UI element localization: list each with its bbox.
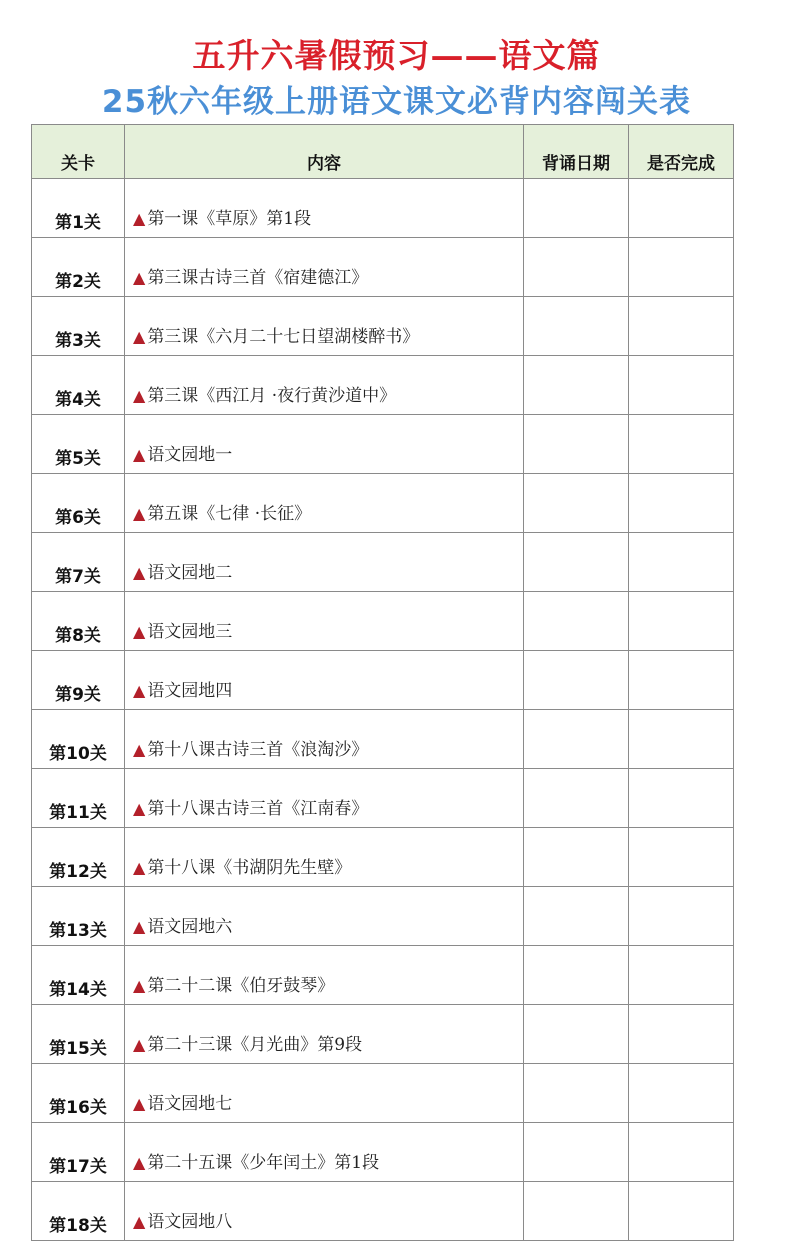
page-title: 五升六暑假预习——语文篇 [192,36,601,75]
content-text: 第一课《草原》第1段 [147,209,312,229]
completed-cell[interactable] [629,474,734,533]
recite-date-cell[interactable] [524,592,629,651]
triangle-icon: ▲ [133,917,146,936]
recite-date-cell[interactable] [524,1005,629,1064]
content-text: 语文园地二 [147,563,233,583]
recite-date-cell[interactable] [524,179,629,238]
triangle-icon: ▲ [133,858,146,877]
content-cell [125,1064,524,1123]
content-text: 第三课古诗三首《宿建德江》 [147,268,369,288]
table-row [32,474,734,533]
triangle-icon: ▲ [133,622,146,641]
triangle-icon: ▲ [133,976,146,995]
level-cell: 第5关 [32,415,125,474]
level-cell: 第9关 [32,651,125,710]
triangle-icon: ▲ [133,740,146,759]
content-cell [125,474,524,533]
header-level: 关卡 [32,125,125,179]
recite-date-cell[interactable] [524,946,629,1005]
triangle-icon: ▲ [133,209,146,228]
completed-cell[interactable] [629,356,734,415]
level-cell: 第3关 [32,297,125,356]
triangle-icon: ▲ [133,681,146,700]
triangle-icon: ▲ [133,504,146,523]
triangle-icon: ▲ [133,1153,146,1172]
recite-date-cell[interactable] [524,1123,629,1182]
content-cell [125,297,524,356]
completed-cell[interactable] [629,769,734,828]
table-row [32,297,734,356]
table-row [32,651,734,710]
content-cell [125,356,524,415]
content-cell [125,533,524,592]
level-cell: 第17关 [32,1123,125,1182]
table-row [32,769,734,828]
content-cell [125,651,524,710]
table-row [32,828,734,887]
content-cell [125,769,524,828]
content-text: 第二十五课《少年闰土》第1段 [147,1153,380,1173]
completed-cell[interactable] [629,887,734,946]
content-text: 第二十三课《月光曲》第9段 [147,1035,363,1055]
content-text: 语文园地六 [147,917,233,937]
recite-date-cell[interactable] [524,297,629,356]
content-cell [125,1005,524,1064]
recite-date-cell[interactable] [524,651,629,710]
content-text: 第三课《六月二十七日望湖楼醉书》 [147,327,420,347]
recite-date-cell[interactable] [524,238,629,297]
content-cell [125,592,524,651]
level-cell: 第1关 [32,179,125,238]
level-cell: 第13关 [32,887,125,946]
completed-cell[interactable] [629,297,734,356]
table-row [32,533,734,592]
checklist-table [31,124,734,1241]
content-text: 第十八课古诗三首《江南春》 [147,799,369,819]
content-text: 第十八课《书湖阴先生壁》 [147,858,352,878]
table-row [32,238,734,297]
header-completed: 是否完成 [629,125,734,179]
table-row [32,1123,734,1182]
table-row [32,415,734,474]
level-cell: 第4关 [32,356,125,415]
completed-cell[interactable] [629,1123,734,1182]
content-text: 第三课《西江月 ·夜行黄沙道中》 [147,386,397,406]
triangle-icon: ▲ [133,1212,146,1231]
level-cell: 第2关 [32,238,125,297]
table-row [32,710,734,769]
completed-cell[interactable] [629,710,734,769]
recite-date-cell[interactable] [524,828,629,887]
content-cell [125,1123,524,1182]
completed-cell[interactable] [629,415,734,474]
triangle-icon: ▲ [133,1094,146,1113]
level-cell: 第15关 [32,1005,125,1064]
triangle-icon: ▲ [133,1035,146,1054]
content-text: 语文园地四 [147,681,233,701]
triangle-icon: ▲ [133,445,146,464]
completed-cell[interactable] [629,238,734,297]
level-cell: 第12关 [32,828,125,887]
page-subtitle: 25秋六年级上册语文课文必背内容闯关表 [101,84,692,120]
content-text: 第十八课古诗三首《浪淘沙》 [147,740,369,760]
table-row [32,887,734,946]
triangle-icon: ▲ [133,386,146,405]
content-cell [125,887,524,946]
completed-cell[interactable] [629,651,734,710]
content-text: 第五课《七律 ·长征》 [147,504,312,524]
level-cell: 第14关 [32,946,125,1005]
content-cell [125,946,524,1005]
level-cell: 第18关 [32,1182,125,1241]
completed-cell[interactable] [629,1005,734,1064]
content-cell [125,1182,524,1241]
completed-cell[interactable] [629,1064,734,1123]
table-row [32,1182,734,1241]
completed-cell[interactable] [629,592,734,651]
content-cell [125,828,524,887]
content-text: 第二十二课《伯牙鼓琴》 [147,976,335,996]
triangle-icon: ▲ [133,799,146,818]
recite-date-cell[interactable] [524,710,629,769]
table-row [32,356,734,415]
table-row [32,592,734,651]
completed-cell[interactable] [629,828,734,887]
table-row [32,1064,734,1123]
table-header-row [32,125,734,179]
header-content: 内容 [125,125,524,179]
recite-date-cell[interactable] [524,356,629,415]
level-cell: 第11关 [32,769,125,828]
table-row [32,1005,734,1064]
content-cell [125,415,524,474]
content-cell [125,179,524,238]
completed-cell[interactable] [629,1182,734,1241]
content-text: 语文园地三 [147,622,233,642]
table-row [32,179,734,238]
triangle-icon: ▲ [133,268,146,287]
recite-date-cell[interactable] [524,1064,629,1123]
content-text: 语文园地八 [147,1212,233,1232]
recite-date-cell[interactable] [524,474,629,533]
triangle-icon: ▲ [133,327,146,346]
level-cell: 第16关 [32,1064,125,1123]
table-row [32,946,734,1005]
recite-date-cell[interactable] [524,769,629,828]
recite-date-cell[interactable] [524,415,629,474]
recite-date-cell[interactable] [524,533,629,592]
triangle-icon: ▲ [133,563,146,582]
level-cell: 第7关 [32,533,125,592]
completed-cell[interactable] [629,533,734,592]
level-cell: 第6关 [32,474,125,533]
completed-cell[interactable] [629,179,734,238]
content-cell [125,710,524,769]
content-cell [125,238,524,297]
level-cell: 第8关 [32,592,125,651]
level-cell: 第10关 [32,710,125,769]
content-text: 语文园地七 [147,1094,233,1114]
completed-cell[interactable] [629,946,734,1005]
recite-date-cell[interactable] [524,887,629,946]
header-recite-date: 背诵日期 [524,125,629,179]
content-text: 语文园地一 [147,445,233,465]
recite-date-cell[interactable] [524,1182,629,1241]
